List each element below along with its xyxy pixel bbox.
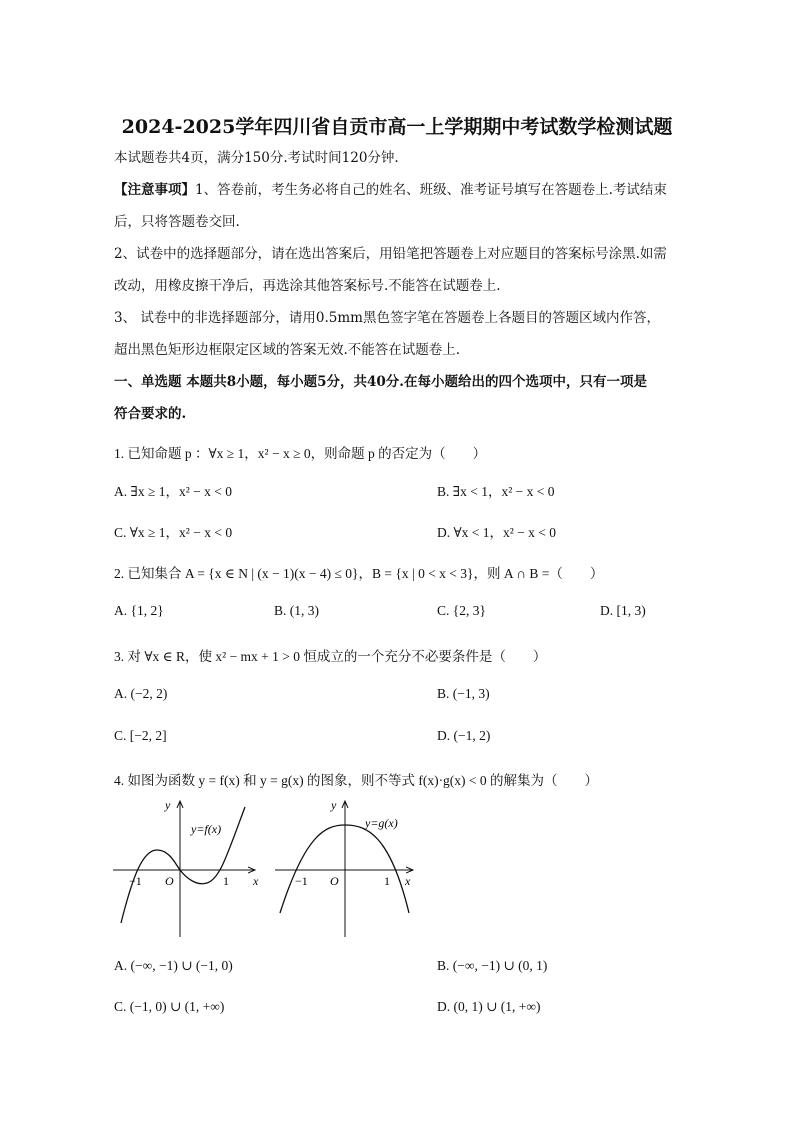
y-label: y (165, 798, 171, 812)
question-4-option-b: B. (−∞, −1) ∪ (0, 1) (437, 958, 548, 973)
f-label: y=f(x) (191, 822, 222, 836)
function-graphs-figure (105, 795, 425, 945)
x-label: x (253, 874, 259, 888)
question-2-option-d: D. [1, 3) (600, 603, 646, 618)
note-2-line1: 2、试卷中的选择题部分，请在选出答案后，用铅笔把答题卷上对应题目的答案标号涂黑.如需 (114, 246, 667, 262)
question-2-option-a: A. {1, 2} (114, 603, 164, 618)
question-4-stem: 4. 如图为函数 y = f(x) 和 y = g(x) 的图象，则不等式 f(x)·g(x) < 0 的解集为（ ） (114, 773, 599, 788)
question-2-stem: 2. 已知集合 A = {x ∈ N | (x − 1)(x − 4) ≤ 0}，B = {x | 0 < x < 3}，则 A ∩ B =（ ） (114, 566, 604, 581)
question-1-option-a: A. ∃x ≥ 1，x² − x < 0 (114, 484, 233, 499)
note-1 (114, 180, 667, 200)
question-2-option-b: B. (1, 3) (274, 603, 319, 618)
f-curve (121, 807, 245, 923)
note-1-cont: 后，只将答题卷交回. (114, 214, 240, 230)
tick-neg-one: −1 (129, 874, 142, 888)
question-3-stem: 3. 对 ∀x ∈ R，使 x² − mx + 1 > 0 恒成立的一个充分不必要条件是（ ） (114, 649, 547, 664)
note-3-line1: 3、 试卷中的非选择题部分，请用0.5mm黑色签字笔在答题卷上各题目的答题区域内作答， (114, 310, 660, 326)
question-4-option-a: A. (−∞, −1) ∪ (−1, 0) (114, 958, 233, 973)
x-label: x (405, 874, 411, 888)
intro-text: 本试题卷共4页，满分150分.考试时间120分钟. (114, 150, 399, 166)
page-title: 2024-2025学年四川省自贡市高一上学期期中考试数学检测试题 (121, 116, 673, 138)
y-label: y (331, 798, 337, 812)
question-1-option-d: D. ∀x < 1，x² − x < 0 (437, 525, 557, 540)
question-4-option-c: C. (−1, 0) ∪ (1, +∞) (114, 999, 225, 1014)
question-3-option-d: D. (−1, 2) (437, 728, 491, 743)
question-3-option-c: C. [−2, 2] (114, 728, 167, 743)
question-3-option-a: A. (−2, 2) (114, 686, 168, 701)
question-3-option-b: B. (−1, 3) (437, 686, 490, 701)
question-2-option-c: C. {2, 3} (437, 603, 486, 618)
graph-f (113, 798, 259, 937)
note-1-text: 1、答卷前，考生务必将自己的姓名、班级、准考证号填写在答题卷上.考试结束 (195, 182, 667, 198)
g-label: y=g(x) (365, 816, 398, 830)
note-label: 【注意事项】 (114, 182, 195, 198)
section-heading-line2: 符合要求的. (114, 406, 187, 422)
origin-label: O (330, 874, 339, 888)
question-1-stem: 1. 已知命题 p ：∀x ≥ 1，x² − x ≥ 0，则命题 p 的否定为（ ） (114, 446, 487, 461)
graph-g (275, 798, 413, 937)
question-1-option-c: C. ∀x ≥ 1，x² − x < 0 (114, 525, 233, 540)
question-1-option-b: B. ∃x < 1，x² − x < 0 (437, 484, 555, 499)
tick-one: 1 (223, 874, 229, 888)
note-2-line2: 改动，用橡皮擦干净后，再选涂其他答案标号.不能答在试题卷上. (114, 278, 501, 294)
tick-one: 1 (384, 874, 390, 888)
section-heading-line1: 一、单选题 本题共8小题，每小题5分，共40分.在每小题给出的四个选项中，只有一项是 (114, 374, 647, 390)
origin-label: O (165, 874, 174, 888)
tick-neg-one: −1 (295, 874, 308, 888)
note-3-line2: 超出黑色矩形边框限定区域的答案无效.不能答在试题卷上. (114, 342, 461, 358)
question-4-option-d: D. (0, 1) ∪ (1, +∞) (437, 999, 541, 1014)
